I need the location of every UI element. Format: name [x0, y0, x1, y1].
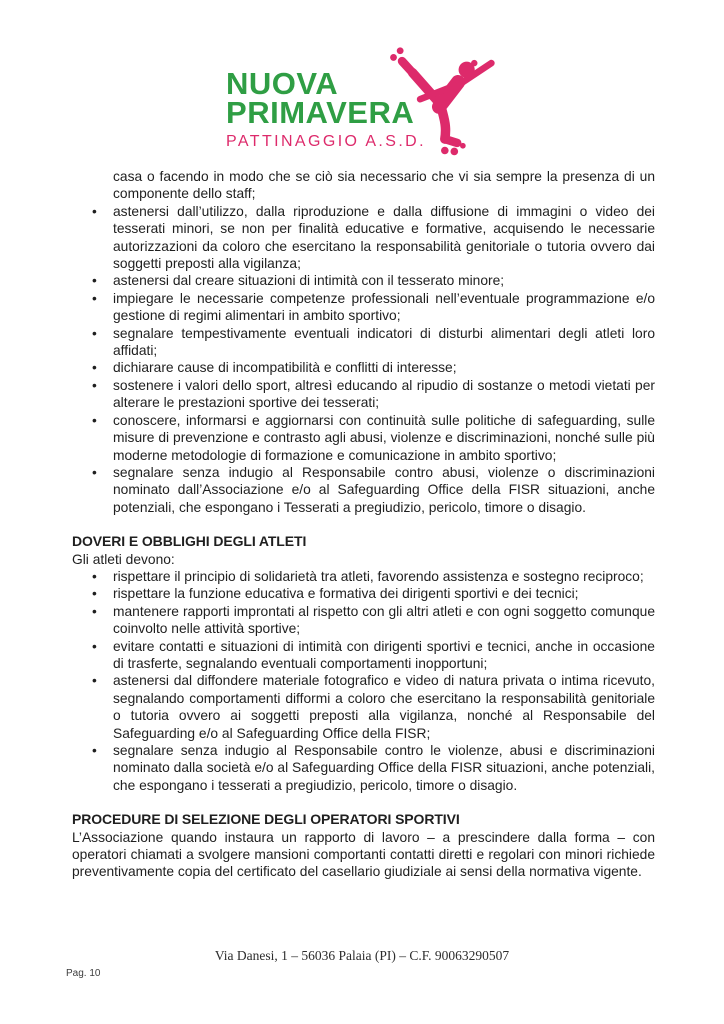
document-body — [72, 168, 655, 881]
heading-procedure-selezione: PROCEDURE DI SELEZIONE DEGLI OPERATORI SPORTIVI — [72, 811, 460, 828]
bullet-item — [72, 272, 655, 289]
bullet-text: astenersi dall’utilizzo, dalla riproduzione e dalla diffusione di immagini o video dei tesserati minori, se non per finalità educative e formative, acquisendo le necessarie autorizzazioni da coloro che esercitano la responsabilità genitoriale o tutoria ovvero dai soggetti preposti alla vigilanza; — [113, 203, 655, 272]
bullet-text: segnalare tempestivamente eventuali indicatori di disturbi alimentari degli atleti loro affidati; — [113, 325, 655, 359]
page-number: Pag. 10 — [66, 968, 101, 979]
figure-skater-icon — [384, 44, 498, 162]
heading-doveri-atleti: DOVERI E OBBLIGHI DEGLI ATLETI — [72, 533, 307, 550]
bullet-marker: • — [92, 743, 97, 758]
bullet-text: segnalare senza indugio al Responsabile contro le violenze, abusi e discriminazioni nominato dalla società e/o al Safeguarding Office della FISR situazioni, anche potenziali, che espongano i tesserati a pregiudizio, pericolo, timore o disagio. — [113, 743, 655, 793]
footer-address: Via Danesi, 1 – 56036 Palaia (PI) – C.F. 90063290507 — [214, 948, 510, 963]
bullet-item — [72, 585, 655, 602]
bullet-marker: • — [92, 568, 97, 584]
bullet-marker: • — [92, 464, 97, 480]
bullet-text: segnalare senza indugio al Responsabile contro abusi, violenze o discriminazioni nominato dall’Associazione e/o al Safeguarding Office della FISR situazioni, anche potenziali, che espongano i Tesserati a pregiudizio, pericolo, timore o disagio. — [113, 464, 655, 515]
logo-line-pattinaggio: PATTINAGGIO A.S.D. — [226, 132, 426, 150]
bullet-text: impiegare le necessarie competenze professionali nell’eventuale programmazione e/o gestione di regimi alimentari in ambito sportivo; — [113, 290, 655, 324]
bullet-marker: • — [92, 273, 97, 289]
athletes-duties-list — [72, 568, 655, 794]
bullet-item — [72, 359, 655, 376]
bullet-item — [72, 412, 655, 464]
bullet-item — [72, 377, 655, 412]
bullet-text: mantenere rapporti improntati al rispetto con gli altri atleti e con ogni soggetto comunque coinvolto nelle attività sportive; — [113, 603, 655, 637]
bullet-text: evitare contatti e situazioni di intimità con dirigenti sportivi e tecnici, anche in occasione di trasferte, segnalando eventuali comportamenti inopportuni; — [113, 638, 655, 671]
operators-duties-list — [72, 203, 655, 516]
bullet-text: astenersi dal diffondere materiale fotografico e video di natura privata o intima ricevuto, segnalando comportamenti difformi a coloro che esercitano la responsabilità genitoriale o tutoria ovvero ai soggetti preposti alla vigilanza, nonché al Responsabile del Safeguarding e/o al Safeguarding Office della FISR; — [113, 673, 655, 741]
logo-line-nuova: NUOVA — [226, 66, 339, 101]
bullet-text: sostenere i valori dello sport, altresì educando al ripudio di sostanze o metodi vietati per alterare le prestazioni sportive dei tesserati; — [113, 377, 655, 411]
bullet-marker: • — [92, 586, 97, 602]
bullet-marker: • — [92, 638, 97, 654]
bullet-marker: • — [92, 290, 97, 306]
bullet-marker: • — [92, 673, 97, 689]
bullet-marker: • — [92, 203, 97, 219]
bullet-marker: • — [92, 412, 97, 428]
bullet-item — [72, 203, 655, 273]
bullet-item — [72, 742, 655, 794]
bullet-item — [72, 638, 655, 673]
bullet-item — [72, 464, 655, 516]
bullet-marker: • — [92, 360, 97, 376]
bullet-marker: • — [92, 377, 97, 393]
bullet-text: rispettare il principio di solidarietà tra atleti, favorendo assistenza e sostegno reciproco; — [113, 568, 644, 584]
bullet-item — [72, 603, 655, 638]
club-logo — [226, 46, 498, 162]
bullet-text: conoscere, informarsi e aggiornarsi con continuità sulle politiche di safeguarding, sulle misure di prevenzione e contrasto agli abusi, violenze e discriminazioni, nonché sulle più moderne metodologie di formazione e comunicazione in ambito sportivo; — [113, 412, 655, 463]
logo-line-primavera: PRIMAVERA — [226, 94, 415, 130]
bullet-marker: • — [92, 603, 97, 619]
atleti-lead: Gli atleti devono: — [72, 551, 175, 567]
bullet-item — [72, 290, 655, 325]
bullet-text: dichiarare cause di incompatibilità e conflitti di interesse; — [113, 360, 457, 376]
bullet-item — [72, 672, 655, 742]
bullet-item — [72, 568, 655, 585]
procedure-paragraph: L’Associazione quando instaura un rapporto di lavoro – a prescindere dalla forma – con operatori chiamati a svolgere mansioni comportanti contatti diretti e regolari con minori richiede preventivamente copia del certificato del casellario giudiziale ai sensi della normativa vigente. — [72, 829, 655, 880]
bullet-text: astenersi dal creare situazioni di intimità con il tesserato minore; — [113, 273, 505, 289]
bullet-text: rispettare la funzione educativa e formativa dei dirigenti sportivi e dei tecnici; — [113, 586, 579, 602]
bullet-marker: • — [92, 325, 97, 341]
bullet-item — [72, 325, 655, 360]
continuation-paragraph: casa o facendo in modo che se ciò sia necessario che vi sia sempre la presenza di un componente dello staff; — [113, 169, 655, 202]
